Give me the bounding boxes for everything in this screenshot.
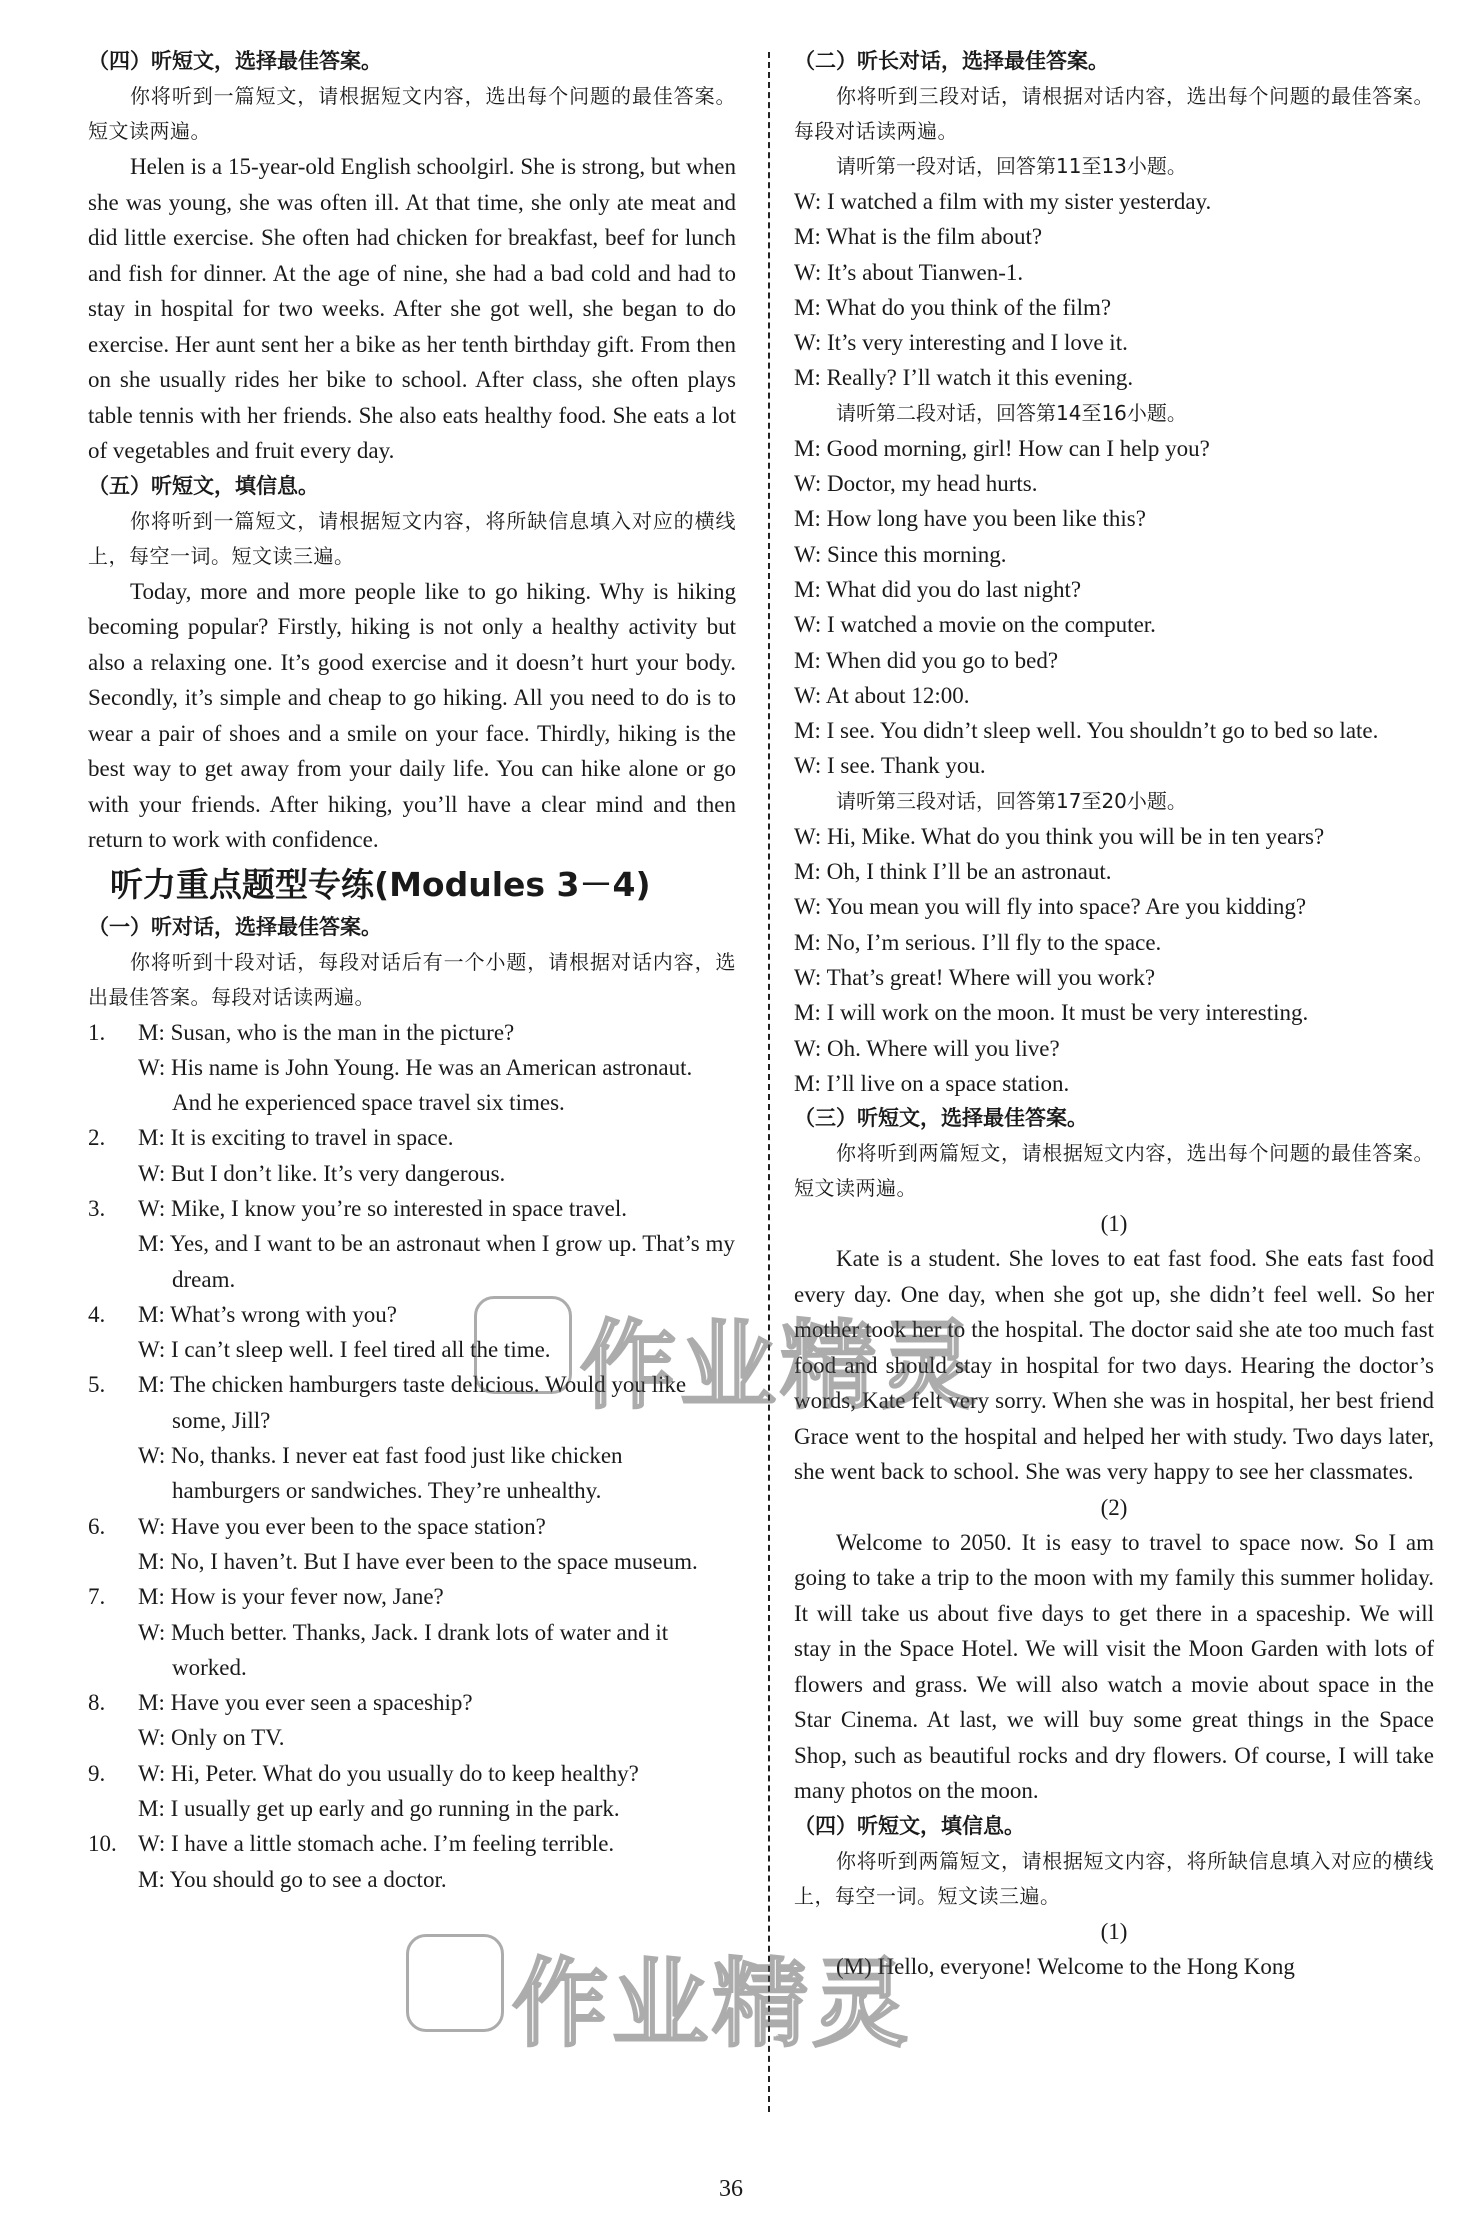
dialogue-question — [88, 1509, 736, 1580]
dialogue-line: W: I see. Thank you. — [794, 753, 986, 779]
dialogue-line: M: The chicken hamburgers taste delicious. Would you like some, Jill? — [138, 1372, 687, 1433]
dialogue-question — [88, 1579, 736, 1685]
dialogue-line: M: I see. You didn’t sleep well. You shouldn’t go to bed so late. — [794, 718, 1379, 744]
passage-hong-kong: (M) Hello, everyone! Welcome to the Hong Kong — [836, 1953, 1295, 1979]
section-heading-right-3: （三）听短文，选择最佳答案。 — [794, 1106, 1088, 1131]
question-number: 3. — [88, 1195, 106, 1221]
dialogue-line: W: Only on TV. — [138, 1725, 285, 1751]
dialogue-question — [88, 1685, 736, 1756]
dialogue-line: M: When did you go to bed? — [794, 647, 1059, 673]
dialogue-line: M: Oh, I think I’ll be an astronaut. — [794, 859, 1112, 885]
dialogue-2 — [794, 431, 1434, 784]
section-heading-left-4: （四）听短文，选择最佳答案。 — [88, 49, 382, 73]
dialogue-question — [88, 1015, 736, 1121]
dialogue-line: W: Oh. Where will you live? — [794, 1035, 1060, 1061]
dialogue-question — [88, 1756, 736, 1827]
dialogue-3 — [794, 819, 1434, 1101]
passage-kate: Kate is a student. She loves to eat fast food. She eats fast food every day. One day, when she got up, she didn’t feel well. So her mother took her to the hospital. The doctor said she ate too much fast food and should stay in hospital for two days. Hearing the doctor’s words, Kate felt very sorry. When she was in hospital, her best friend Grace went to the hospital and helped her with study. Two days later, she went back to school. She was very happy to see her classmates. — [794, 1246, 1434, 1485]
question-number: 9. — [88, 1760, 106, 1786]
dialogue-line: M: Good morning, girl! How can I help you? — [794, 435, 1210, 461]
watermark-logo: 作业精灵 — [512, 1948, 912, 2060]
section-instruction-left-5: 你将听到一篇短文，请根据短文内容，将所缺信息填入对应的横线上，每空一词。短文读三遍。 — [88, 508, 736, 568]
dialogue-line: W: At about 12:00. — [794, 682, 970, 708]
dialogue-question — [88, 1826, 736, 1897]
question-number: 10. — [88, 1831, 117, 1857]
dialogue-line: W: Much better. Thanks, Jack. I drank lots of water and it worked. — [138, 1619, 669, 1680]
left-column — [88, 44, 736, 1897]
dialogue-line: W: Doctor, my head hurts. — [794, 471, 1038, 497]
passage-2050: Welcome to 2050. It is easy to travel to space now. So I am going to take a trip to the moon with my family this summer holiday. It will take us about five days to get there in a spaceship. We will stay in the Space Hotel. We will visit the Moon Garden with lots of flowers and grass. We will also watch a movie about space in the Star Cinema. At last, we will buy some great things in the Space Shop, such as beautiful rocks and dry flowers. Of course, I will take many photos on the moon. — [794, 1529, 1434, 1804]
dialogue-line: M: You should go to see a doctor. — [138, 1866, 447, 1892]
right-column — [794, 44, 1434, 1984]
dialogue-line: W: His name is John Young. He was an American astronaut. And he experienced space travel six times. — [138, 1054, 693, 1116]
dialogue-line: W: I have a little stomach ache. I’m feeling terrible. — [138, 1831, 615, 1857]
question-number: 4. — [88, 1301, 106, 1327]
dialogue-line: W: I watched a film with my sister yesterday. — [794, 189, 1212, 214]
dialogue-cue-3: 请听第三段对话，回答第17至20小题。 — [836, 788, 1187, 813]
dialogue-line: W: You mean you will fly into space? Are you kidding? — [794, 894, 1307, 920]
dialogue-line: W: No, thanks. I never eat fast food just like chicken hamburgers or sandwiches. They’re unhealthy. — [138, 1443, 623, 1504]
watermark-badge — [406, 1934, 504, 2032]
dialogue-line: W: Since this morning. — [794, 541, 1007, 567]
dialogue-cue-1: 请听第一段对话，回答第11至13小题。 — [836, 154, 1187, 178]
passage-number-3: (1) — [1100, 1918, 1128, 1944]
dialogue-line: W: That’s great! Where will you work? — [794, 964, 1156, 990]
section-heading-left-5: （五）听短文，填信息。 — [88, 473, 319, 498]
dialogue-line: M: What is the film about? — [794, 224, 1043, 250]
dialogue-line: W: Have you ever been to the space station? — [138, 1513, 546, 1539]
dialogue-line: M: How long have you been like this? — [794, 506, 1146, 532]
question-number: 7. — [88, 1584, 106, 1610]
dialogue-line: W: It’s very interesting and I love it. — [794, 330, 1128, 356]
dialogue-line: W: It’s about Tianwen-1. — [794, 259, 1024, 285]
page-number: 36 — [719, 2176, 743, 2202]
dialogue-question — [88, 1191, 736, 1297]
question-number: 8. — [88, 1690, 106, 1716]
section-heading-right-2: （二）听长对话，选择最佳答案。 — [794, 49, 1109, 73]
dialogue-line: M: Yes, and I want to be an astronaut when I grow up. That’s my dream. — [138, 1231, 735, 1292]
dialogue-line: M: It is exciting to travel in space. — [138, 1125, 454, 1151]
dialogue-line: W: Hi, Mike. What do you think you will be in ten years? — [794, 823, 1325, 849]
watermark-badge — [474, 1296, 572, 1394]
watermark-logo: 作业精灵 — [580, 1310, 980, 1422]
passage-number-2: (2) — [1100, 1494, 1128, 1520]
section-heading-right-4: （四）听短文，填信息。 — [794, 1813, 1025, 1838]
column-divider — [768, 52, 770, 2112]
passage-hiking: Today, more and more people like to go hiking. Why is hiking becoming popular? Firstly, hiking is not only a healthy activity but also a relaxing one. It’s good exercise and it doesn’t hurt your body. Secondly, it’s simple and cheap to go hiking. All you need to do is to wear a pair of shoes and a smile on your face. Thirdly, hiking is the best way to get away from your daily life. You can hike alone or go with your friends. After hiking, you’ll have a clear mind and then return to work with confidence. — [88, 578, 736, 852]
question-number: 6. — [88, 1513, 106, 1539]
dialogue-line: W: Mike, I know you’re so interested in space travel. — [138, 1195, 628, 1221]
dialogue-line: M: What do you think of the film? — [794, 294, 1112, 320]
section-instruction-right-2: 你将听到三段对话，请根据对话内容，选出每个问题的最佳答案。每段对话读两遍。 — [794, 84, 1434, 143]
section-heading-left-1: （一）听对话，选择最佳答案。 — [88, 914, 382, 939]
passage-number-1: (1) — [1100, 1211, 1128, 1237]
section-instruction-right-4: 你将听到两篇短文，请根据短文内容，将所缺信息填入对应的横线上，每空一词。短文读三遍。 — [794, 1848, 1434, 1908]
dialogue-line: W: Hi, Peter. What do you usually do to keep healthy? — [138, 1760, 639, 1786]
dialogue-line: M: What did you do last night? — [794, 576, 1082, 602]
dialogue-question — [88, 1120, 736, 1191]
dialogue-line: M: How is your fever now, Jane? — [138, 1584, 444, 1610]
dialogue-line: M: I’ll live on a space station. — [794, 1070, 1070, 1096]
dialogue-line: M: No, I haven’t. But I have ever been to the space museum. — [138, 1548, 698, 1574]
question-number: 2. — [88, 1125, 106, 1151]
dialogue-line: M: Really? I’ll watch it this evening. — [794, 365, 1134, 391]
dialogue-line: W: I watched a movie on the computer. — [794, 612, 1156, 638]
page-title: 听力重点题型专练(Modules 3－4) — [110, 864, 651, 904]
dialogue-line: W: I can’t sleep well. I feel tired all the time. — [138, 1337, 551, 1363]
dialogue-line: M: What’s wrong with you? — [138, 1301, 397, 1327]
dialogue-line: W: But I don’t like. It’s very dangerous. — [138, 1160, 506, 1186]
dialogue-line: M: I usually get up early and go running in the park. — [138, 1796, 620, 1822]
dialogue-line: M: Susan, who is the man in the picture? — [138, 1019, 515, 1045]
section-instruction-left-1: 你将听到十段对话，每段对话后有一个小题，请根据对话内容，选出最佳答案。每段对话读两遍。 — [88, 949, 736, 1009]
dialogue-question-list — [88, 1015, 736, 1897]
question-number: 5. — [88, 1372, 106, 1398]
dialogue-cue-2: 请听第二段对话，回答第14至16小题。 — [836, 400, 1187, 425]
dialogue-1 — [794, 184, 1434, 396]
section-instruction-right-3: 你将听到两篇短文，请根据短文内容，选出每个问题的最佳答案。短文读两遍。 — [794, 1141, 1434, 1201]
section-instruction-left-4: 你将听到一篇短文，请根据短文内容，选出每个问题的最佳答案。短文读两遍。 — [88, 84, 736, 143]
dialogue-line: M: I will work on the moon. It must be very interesting. — [794, 1000, 1309, 1026]
dialogue-line: M: No, I’m serious. I’ll fly to the space. — [794, 929, 1162, 955]
question-number: 1. — [88, 1019, 106, 1045]
passage-helen: Helen is a 15-year-old English schoolgirl. She is strong, but when she was young, she was often ill. At that time, she only ate meat and did little exercise. She often had chicken for breakfast, beef for lunch and fish for dinner. At the age of nine, she had a bad cold and had to stay in hospital for two weeks. After she got well, she began to do exercise. Her aunt sent her a bike as her tenth birthday gift. From then on she usually rides her bike to school. After class, she often plays table tennis with her friends. She also eats healthy food. She eats a lot of vegetables and fruit every day. — [88, 154, 736, 463]
dialogue-line: M: Have you ever seen a spaceship? — [138, 1690, 473, 1716]
